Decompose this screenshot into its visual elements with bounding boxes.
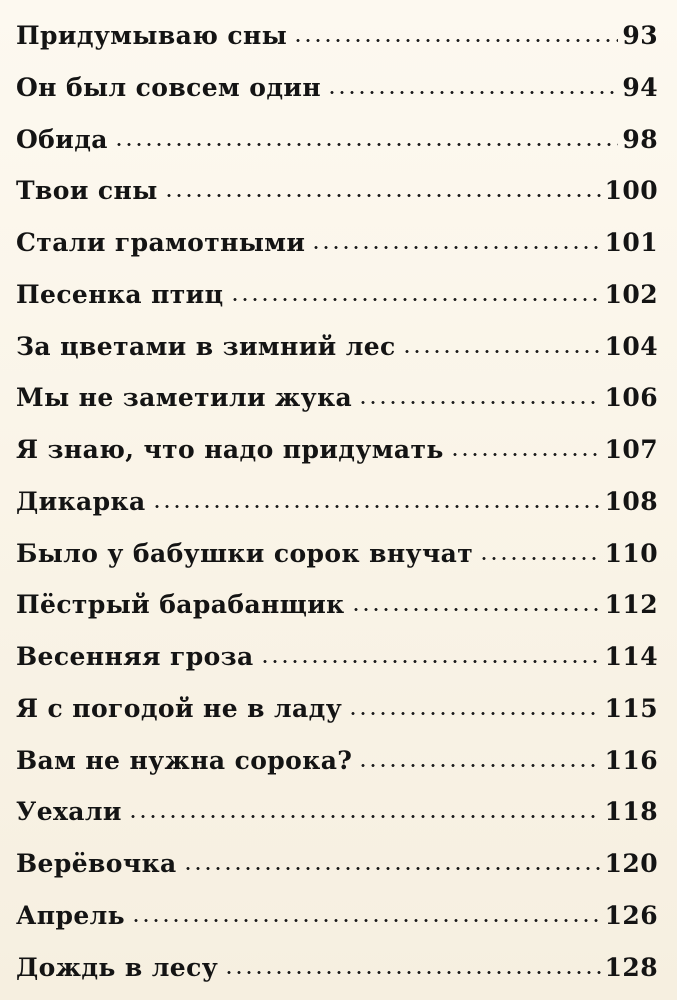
toc-entry: [16, 476, 658, 528]
dot-leader: [114, 143, 619, 146]
toc-entry-page-number: 106: [604, 383, 658, 413]
toc-entry-page-number: 120: [604, 849, 658, 878]
toc-entry: [16, 424, 658, 476]
toc-entry-page-number: 116: [604, 745, 658, 775]
toc-entry: [16, 890, 658, 942]
toc-entry: [16, 321, 658, 373]
dot-leader: [293, 39, 618, 42]
toc-entry-title: Было у бабушки сорок внучат: [16, 538, 474, 568]
toc-entry-title: Он был совсем один: [16, 72, 322, 102]
dot-leader: [152, 505, 601, 508]
toc-entry: [16, 579, 658, 631]
toc-entry-page-number: 107: [604, 435, 658, 464]
toc-entry: [16, 372, 658, 424]
toc-entry: [16, 735, 658, 787]
dot-leader: [164, 194, 601, 197]
dot-leader: [479, 557, 600, 560]
toc-entry: [16, 786, 658, 838]
dot-leader: [230, 298, 601, 301]
toc-entry-page-number: 110: [604, 538, 658, 568]
toc-entry-title: Апрель: [16, 900, 126, 930]
toc-entry: [16, 683, 658, 735]
dot-leader: [131, 919, 601, 922]
toc-entry-title: Дождь в лесу: [16, 952, 219, 982]
toc-entry-title: Я с погодой не в ладу: [16, 693, 343, 723]
toc-entry-title: Твои сны: [16, 176, 158, 206]
toc-entry-title: За цветами в зимний лес: [16, 331, 396, 361]
toc-entry-page-number: 114: [604, 642, 658, 671]
toc-entry: [16, 62, 658, 114]
dot-leader: [351, 608, 601, 611]
toc-entry-title: Стали грамотными: [16, 228, 306, 257]
dot-leader: [402, 350, 601, 353]
toc-entry-page-number: 100: [604, 176, 658, 206]
dot-leader: [358, 764, 600, 767]
toc-entry: [16, 631, 658, 683]
toc-entry: [16, 838, 658, 890]
toc-entry: [16, 528, 658, 580]
toc-entry-title: Я знаю, что надо придумать: [16, 435, 444, 464]
table-of-contents: [16, 10, 658, 993]
dot-leader: [327, 91, 618, 94]
toc-entry-page-number: 112: [604, 590, 658, 620]
toc-entry-title: Верёвочка: [16, 849, 177, 878]
toc-entry-title: Уехали: [16, 797, 122, 827]
toc-entry-title: Мы не заметили жука: [16, 383, 353, 413]
dot-leader: [348, 712, 601, 715]
toc-entry-page-number: 101: [604, 228, 658, 257]
dot-leader: [450, 453, 601, 456]
toc-entry: [16, 10, 658, 62]
toc-entry-title: Весенняя гроза: [16, 642, 254, 671]
dot-leader: [260, 660, 601, 663]
toc-entry-page-number: 118: [604, 797, 658, 827]
dot-leader: [311, 246, 600, 249]
dot-leader: [358, 401, 600, 404]
toc-entry-page-number: 94: [622, 72, 658, 102]
toc-entry-page-number: 104: [604, 331, 658, 361]
toc-entry-page-number: 128: [604, 952, 658, 982]
toc-entry: [16, 114, 658, 166]
dot-leader: [128, 815, 601, 818]
toc-entry: [16, 217, 658, 269]
dot-leader: [224, 971, 600, 974]
toc-entry-title: Дикарка: [16, 486, 146, 516]
toc-entry-page-number: 126: [604, 900, 658, 930]
toc-entry-title: Вам не нужна сорока?: [16, 745, 353, 775]
toc-entry-title: Обида: [16, 124, 108, 154]
toc-entry: [16, 165, 658, 217]
toc-entry-page-number: 93: [622, 21, 658, 50]
dot-leader: [183, 867, 601, 870]
toc-entry-page-number: 98: [622, 124, 658, 154]
toc-entry-page-number: 108: [604, 486, 658, 516]
toc-entry-page-number: 115: [604, 693, 658, 723]
toc-entry-page-number: 102: [604, 279, 658, 309]
toc-entry: [16, 942, 658, 994]
toc-entry-title: Пёстрый барабанщик: [16, 590, 345, 620]
toc-entry-title: Песенка птиц: [16, 279, 224, 309]
toc-entry: [16, 269, 658, 321]
toc-entry-title: Придумываю сны: [16, 21, 288, 50]
